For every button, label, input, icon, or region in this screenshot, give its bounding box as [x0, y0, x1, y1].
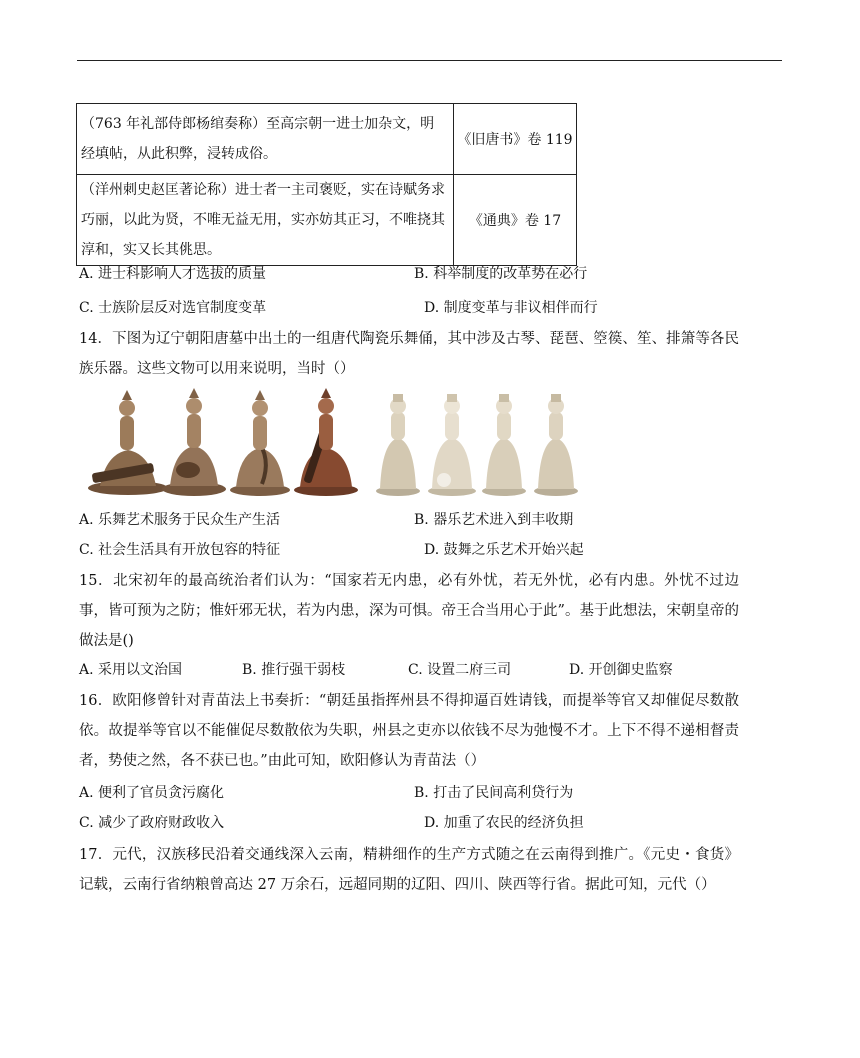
table-source-cell: 《通典》卷 17 — [454, 175, 577, 266]
q14-option-d[interactable]: D. 鼓舞之乐艺术开始兴起 — [424, 542, 584, 558]
figurine-pipa-player — [162, 388, 226, 496]
table-source-cell: 《旧唐书》卷 119 — [454, 104, 577, 175]
table-row — [77, 104, 577, 175]
source-table — [76, 103, 577, 266]
q13-option-b[interactable]: B. 科举制度的改革势在必行 — [414, 266, 588, 282]
pottery-figurines-photo — [86, 388, 582, 500]
q15-option-a[interactable]: A. 采用以文治国 — [79, 662, 183, 678]
table-quote-cell: （763 年礼部侍郎杨绾奏称）至高宗朝一进士加杂文，明经填帖，从此积弊，浸转成俗。 — [77, 104, 454, 175]
q15-option-d[interactable]: D. 开创御史监察 — [569, 662, 673, 678]
figurine-sheng-player — [482, 394, 526, 496]
q14-stem: 14．下图为辽宁朝阳唐墓中出土的一组唐代陶瓷乐舞俑，其中涉及古琴、琵琶、箜篌、笙、排箫等各民族乐器。这些文物可以用来说明，当时（） — [79, 331, 739, 377]
figurine-drum-player — [428, 394, 476, 496]
q16-stem: 16．欧阳修曾针对青苗法上书奏折：“朝廷虽指挥州县不得抑逼百姓请钱，而提举等官又却催促尽数散依。故提举等官以不能催促尽数散依为失职，州县之吏亦以依钱不尽为弛慢不才。上下不得不递相督责者，势使之然，各不获已也。”由此可知，欧阳修认为青苗法（） — [79, 693, 739, 769]
figurine-harp-player — [294, 388, 358, 496]
q16-option-d[interactable]: D. 加重了农民的经济负担 — [424, 815, 584, 831]
q13-option-d[interactable]: D. 制度变革与非议相伴而行 — [424, 300, 598, 316]
q16-option-b[interactable]: B. 打击了民间高利贷行为 — [414, 785, 574, 801]
table-row — [77, 175, 577, 266]
q13-option-c[interactable]: C. 士族阶层反对选官制度变革 — [79, 300, 267, 316]
q13-option-a[interactable]: A. 进士科影响人才选拔的质量 — [79, 266, 267, 282]
q16-option-a[interactable]: A. 便利了官员贪污腐化 — [79, 785, 225, 801]
q14-option-b[interactable]: B. 器乐艺术进入到丰收期 — [414, 512, 574, 528]
q16-option-c[interactable]: C. 减少了政府财政收入 — [79, 815, 225, 831]
figurines-illustration — [86, 388, 582, 500]
figurine-konghou-player — [230, 390, 290, 496]
q15-option-c[interactable]: C. 设置二府三司 — [408, 662, 512, 678]
q14-option-c[interactable]: C. 社会生活具有开放包容的特征 — [79, 542, 281, 558]
table-quote-cell: （洋州刺史赵匡著论称）进士者一主司褒贬，实在诗赋务求巧丽，以此为贤，不唯无益无用，实亦妨其正习，不唯挠其淳和，实又长其佻思。 — [77, 175, 454, 266]
q17-stem: 17．元代，汉族移民沿着交通线深入云南，精耕细作的生产方式随之在云南得到推广。《元史・食货》记载，云南行省纳粮曾高达 27 万余石，远超同期的辽阳、四川、陕西等行省。据此可知，元代（） — [79, 847, 739, 893]
figurine-clapper-player — [534, 394, 578, 496]
figurine-guqin-player — [88, 390, 168, 495]
figurine-paixiao-player — [376, 394, 420, 496]
header-rule — [77, 60, 782, 61]
q14-option-a[interactable]: A. 乐舞艺术服务于民众生产生活 — [79, 512, 281, 528]
q15-stem: 15．北宋初年的最高统治者们认为：“国家若无内患，必有外忧，若无外忧，必有内患。外忧不过边事，皆可预为之防；惟奸邪无状，若为内患，深为可惧。帝王合当用心于此”。基于此想法，宋朝皇帝的做法是() — [79, 573, 739, 649]
q15-option-b[interactable]: B. 推行强干弱枝 — [242, 662, 346, 678]
